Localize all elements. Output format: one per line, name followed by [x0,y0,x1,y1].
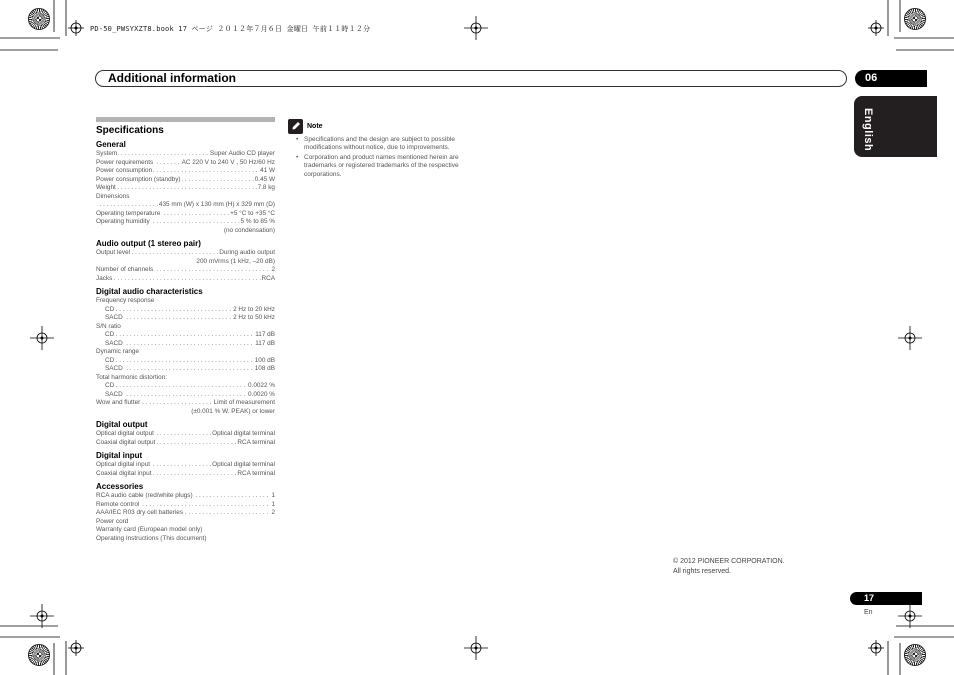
spec-row-freq-sacd: SACD 2 Hz to 50 kHz . . . [96,314,275,323]
spec-row-dimensions-label: Dimensions [96,192,130,200]
spec-row-power-standby: Power consumption (standby) 0.45 W . . . [96,176,275,185]
spec-row-power-consumption: Power consumption 41 W . . . [96,167,275,176]
copyright-line: © 2012 PIONEER CORPORATION. [673,558,785,565]
spec-row-remote-control: Remote control 1 . . . [96,501,275,510]
accessories-heading: Accessories [96,482,144,491]
note-label: Note [307,123,323,130]
spec-row-power-requirements: Power requirements AC 220 V to 240 V , 50 Hz/60 Hz . . . [96,159,275,168]
spec-row-dimensions-value: 435 mm (W) x 130 mm (H) x 329 mm (D) . . . [96,201,275,210]
spec-row-system: System Super Audio CD player . . . [96,150,275,159]
spec-row-sn-ratio: S/N ratio [96,322,121,330]
spec-row-dynamic-range: Dynamic range [96,348,139,355]
note-list [296,136,466,180]
spec-row-channels: Number of channels 2 . . . [96,266,275,275]
specifications-rule [96,117,275,122]
spec-row-power-cord: Power cord [96,517,129,525]
note-item: • Corporation and product names mentioned herein are trademarks or registered trademarks of the respective corporations. [296,154,466,179]
audio-output-heading: Audio output (1 stereo pair) [96,239,201,248]
note-item: • Specifications and the design are subject to possible modifications without notice, due to improvements. [296,136,466,153]
digital-audio-heading: Digital audio characteristics [96,287,203,296]
print-slug: PD-50_PWSYXZT8.book 17 ページ ２０１２年７月６日 金曜日 午前１１時１２分 [90,25,371,33]
digital-output-heading: Digital output [96,420,148,429]
spec-row-output-level: Output level During audio output . . . [96,249,275,258]
spec-row-coaxial-input: Coaxial digital input RCA terminal . . . [96,470,275,479]
spec-row-thd-cd: CD 0.0022 % . . . [96,382,275,391]
spec-row-no-condensation: (no condensation) [223,226,275,234]
spec-row-optical-input: Optical digital input Optical digital terminal . . . [96,461,275,470]
spec-row-jacks: Jacks RCA . . . [96,275,275,284]
note-pen-icon [288,119,303,134]
spec-row-optical-output: Optical digital output Optical digital terminal . . . [96,430,275,439]
spec-row-freq-cd: CD 2 Hz to 20 kHz . . . [96,306,275,315]
spec-row-batteries: AAA/IEC R03 dry cell batteries 2 . . . [96,509,275,518]
spec-row-sn-sacd: SACD 117 dB . . . [96,340,275,349]
page-number: 17 [864,593,875,603]
spec-row-weight: Weight 7.8 kg . . . [96,184,275,193]
spec-row-warranty-card: Warranty card (European model only) [96,526,203,533]
spec-row-thd-sacd: SACD 0.0020 % . . . [96,391,275,400]
chapter-tab [855,70,927,87]
copyright-notice [673,557,785,577]
spec-row-operating-instructions: Operating Instructions (This document) [96,534,207,542]
spec-row-operating-humidity: Operating humidity 5 % to 85 % . . . [96,218,275,227]
language-label: English [862,108,874,152]
specifications-title: Specifications [96,125,164,136]
spec-row-output-level-value: 200 mVrms (1 kHz, –20 dB) [196,257,275,265]
page-number-tab [850,592,922,605]
spec-row-rca-cable: RCA audio cable (red/white plugs) 1 . . . [96,492,275,501]
spec-row-coaxial-output: Coaxial digital output RCA terminal . . . [96,439,275,448]
spec-row-wow-flutter: Wow and flutter Limit of measurement . . . [96,399,275,408]
spec-row-sn-cd: CD 117 dB . . . [96,331,275,340]
language-code: En [864,609,873,616]
section-title: Additional information [108,71,236,85]
spec-row-thd: Total harmonic distortion: [96,373,168,381]
chapter-number: 06 [865,72,878,84]
rights-line: All rights reserved. [673,568,731,575]
spec-row-wow-flutter-value: (±0.001 % W. PEAK) or lower [191,407,275,415]
spec-row-frequency-response: Frequency response [96,297,155,304]
spec-row-operating-temperature: Operating temperature +5 °C to +35 °C . . . [96,210,275,219]
digital-input-heading: Digital input [96,451,143,460]
spec-row-dr-cd: CD 100 dB . . . [96,357,275,366]
general-heading: General [96,140,126,149]
specifications-column [96,124,275,543]
spec-row-dr-sacd: SACD 108 dB . . . [96,365,275,374]
